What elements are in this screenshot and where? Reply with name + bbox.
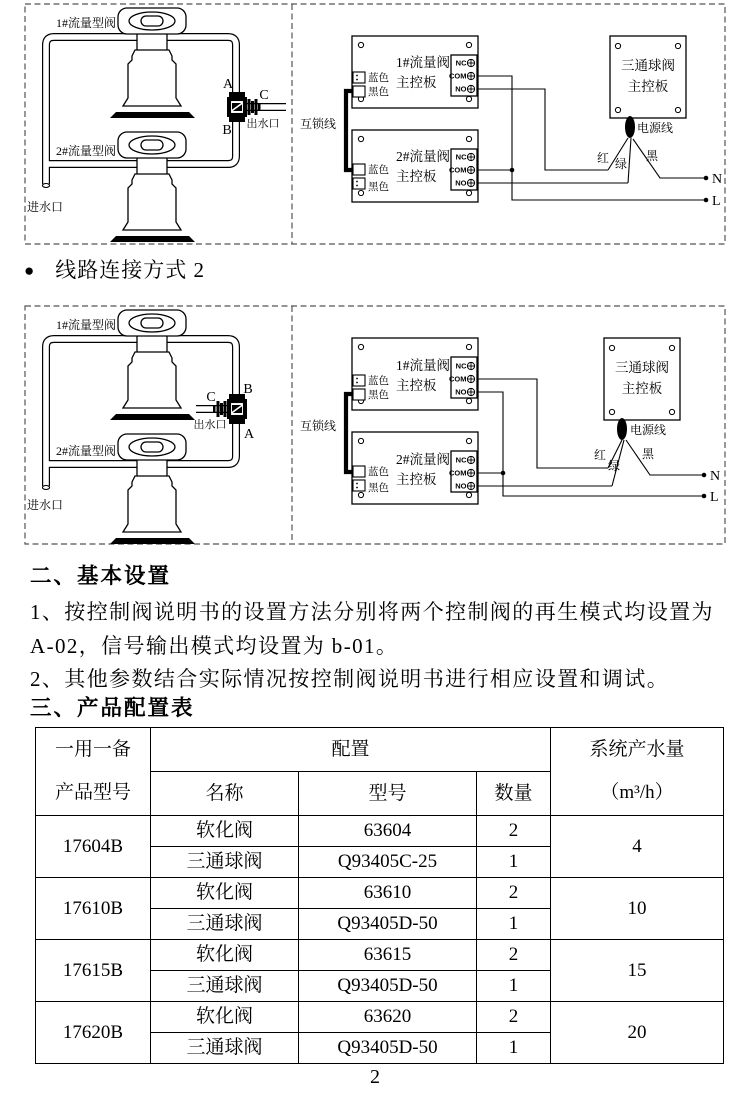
ball-board-line1: 三通球阀 [615, 360, 669, 375]
cell-name: 三通球阀 [151, 847, 299, 878]
cell-output: 15 [551, 940, 724, 1002]
board1-title-line1: 1#流量阀 [396, 55, 450, 70]
flow-valve-board-2 [352, 130, 478, 202]
section-heading-basic-settings: 二、基本设置 [30, 564, 172, 588]
terminal-no-label: NO [455, 84, 467, 94]
power-line-label: 电源线 [630, 423, 667, 437]
body-line-1: 1、按控制阀说明书的设置方法分别将两个控制阀的再生模式均设置为 [30, 600, 714, 624]
body-line-3: 2、其他参数结合实际情况按控制阀说明书进行相应设置和调试。 [30, 667, 670, 691]
inlet-open-end [42, 184, 49, 188]
board1-title-line2: 主控板 [396, 75, 437, 90]
terminal-n-label: N [712, 172, 723, 187]
board1-black-label: 黑色 [368, 87, 389, 98]
cell-qty: 2 [477, 816, 551, 847]
cell-name: 软化阀 [151, 816, 299, 847]
terminal-l-label: L [710, 490, 719, 505]
power-line-label: 电源线 [637, 121, 674, 135]
terminal-no-label: NO [455, 178, 467, 188]
terminal-n-dot [704, 176, 709, 181]
header-model: 型号 [299, 772, 477, 816]
port-b-label: B [243, 382, 253, 397]
cell-qty: 2 [477, 1002, 551, 1033]
cell-qty: 2 [477, 878, 551, 909]
cell-model: Q93405D-50 [299, 1033, 477, 1064]
table-row [36, 940, 724, 971]
board1-title-line1: 1#流量阀 [396, 358, 450, 373]
terminal-nc-label: NC [455, 58, 467, 68]
board2-title-line1: 2#流量阀 [396, 452, 450, 467]
cell-product: 17620B [36, 1002, 151, 1064]
diagram2-piping [27, 310, 255, 544]
cell-qty: 2 [477, 940, 551, 971]
terminal-nc-label: NC [455, 152, 467, 162]
terminal-com-label: COM [449, 468, 467, 478]
board1-title-line2: 主控板 [396, 378, 437, 393]
ball-board-line1: 三通球阀 [621, 58, 675, 73]
port-b-label: B [222, 123, 232, 138]
port-c-label: C [259, 88, 269, 103]
terminal-l-dot [704, 198, 709, 203]
port-c-label: C [206, 390, 216, 405]
terminal-l-dot [702, 494, 707, 499]
diagram2-wiring [300, 338, 720, 505]
cell-output: 4 [551, 816, 724, 878]
header-capacity [551, 728, 724, 816]
page-number: 2 [370, 1066, 380, 1088]
header-name: 名称 [151, 772, 299, 816]
board1-black-label: 黑色 [368, 390, 389, 401]
header-capacity-line2: （m³/h） [600, 782, 674, 804]
terminal-l-label: L [712, 194, 721, 209]
valve2-label: 2#流量型阀 [55, 444, 116, 458]
flow-valve-board-1 [352, 338, 478, 410]
cell-name: 三通球阀 [151, 909, 299, 940]
cell-output: 20 [551, 1002, 724, 1064]
green-wire-label: 绿 [607, 459, 621, 473]
board2-blue-label: 蓝色 [368, 467, 389, 478]
red-wire-label: 红 [596, 151, 610, 165]
valve2-label: 2#流量型阀 [55, 144, 116, 158]
cell-model: Q93405D-50 [299, 971, 477, 1002]
cell-qty: 1 [477, 971, 551, 1002]
board2-title-line1: 2#流量阀 [396, 149, 450, 164]
cell-name: 软化阀 [151, 878, 299, 909]
black-wire [633, 139, 706, 178]
diagram-connection-method-2 [0, 300, 750, 550]
table-header-row-1 [36, 728, 724, 772]
body-line-2: A-02，信号输出模式均设置为 b-01。 [30, 634, 399, 658]
diagram-connection-method-1 [0, 0, 750, 250]
bullet-heading [24, 254, 205, 284]
flow-valve-board-1 [352, 36, 478, 108]
inlet-label: 进水口 [27, 200, 64, 214]
terminal-nc-label: NC [455, 455, 467, 465]
cell-qty: 1 [477, 847, 551, 878]
terminal-com-label: COM [449, 71, 467, 81]
interlock-label: 互锁线 [300, 419, 337, 433]
bullet-label: 线路连接方式 2 [55, 258, 206, 282]
board2-title-line2: 主控板 [396, 169, 437, 184]
cell-model: 63610 [299, 878, 477, 909]
inlet-open-end [42, 486, 49, 490]
black-wire-label: 黑 [645, 149, 659, 163]
valve1-label: 1#流量型阀 [55, 318, 116, 332]
board2-title-line2: 主控板 [396, 472, 437, 487]
flow-valve-board-2 [352, 432, 478, 504]
board1-blue-label: 蓝色 [368, 73, 389, 84]
board1-blue-label: 蓝色 [368, 376, 389, 387]
product-config-table [35, 727, 724, 1064]
terminal-no-label: NO [455, 387, 467, 397]
bullet-icon: ● [24, 261, 36, 280]
cell-model: 63620 [299, 1002, 477, 1033]
outlet-label: 出水口 [193, 419, 227, 431]
table-row [36, 1002, 724, 1033]
port-a-label: A [222, 77, 234, 92]
cell-product: 17604B [36, 816, 151, 878]
board2-blue-label: 蓝色 [368, 165, 389, 176]
table-row [36, 816, 724, 847]
cell-model: Q93405D-50 [299, 909, 477, 940]
board2-black-label: 黑色 [368, 182, 389, 193]
board2-black-label: 黑色 [368, 483, 389, 494]
header-product-line1: 一用一备 [54, 739, 131, 761]
inlet-label: 进水口 [27, 498, 64, 512]
header-capacity-line1: 系统产水量 [589, 739, 685, 761]
black-wire-label: 黑 [641, 447, 655, 461]
power-cord-grommet [625, 116, 635, 138]
terminal-nc-label: NC [455, 361, 467, 371]
cell-qty: 1 [477, 909, 551, 940]
cell-model: Q93405C-25 [299, 847, 477, 878]
table-row [36, 878, 724, 909]
junction-dot [510, 168, 515, 173]
interlock-label: 互锁线 [300, 117, 337, 131]
cell-model: 63615 [299, 940, 477, 971]
valve1-label: 1#流量型阀 [55, 16, 116, 30]
diagram1-wiring [300, 36, 722, 209]
terminal-com-label: COM [449, 374, 467, 384]
cell-name: 三通球阀 [151, 971, 299, 1002]
cell-output: 10 [551, 878, 724, 940]
header-config: 配置 [151, 728, 551, 772]
red-wire-label: 红 [593, 448, 607, 462]
power-cord-grommet [617, 418, 627, 440]
cell-product: 17610B [36, 878, 151, 940]
terminal-n-label: N [710, 469, 721, 484]
header-product-model [36, 728, 151, 816]
cell-model: 63604 [299, 816, 477, 847]
green-wire [628, 138, 631, 183]
green-wire-label: 绿 [614, 157, 628, 171]
section-heading-product-table: 三、产品配置表 [30, 696, 195, 720]
terminal-n-dot [702, 473, 707, 478]
junction-dot [501, 471, 506, 476]
header-product-line2: 产品型号 [54, 782, 131, 804]
black-wire [626, 440, 704, 475]
port-a-label: A [243, 427, 255, 442]
cell-qty: 1 [477, 1033, 551, 1064]
header-qty: 数量 [477, 772, 551, 816]
outlet-label: 出水口 [246, 118, 280, 130]
ball-board-line2: 主控板 [621, 381, 663, 396]
cell-name: 软化阀 [151, 940, 299, 971]
terminal-no-label: NO [455, 481, 467, 491]
ball-board-line2: 主控板 [627, 79, 669, 94]
cell-product: 17615B [36, 940, 151, 1002]
cell-name: 软化阀 [151, 1002, 299, 1033]
terminal-com-label: COM [449, 165, 467, 175]
cell-name: 三通球阀 [151, 1033, 299, 1064]
diagram1-piping [27, 8, 286, 242]
